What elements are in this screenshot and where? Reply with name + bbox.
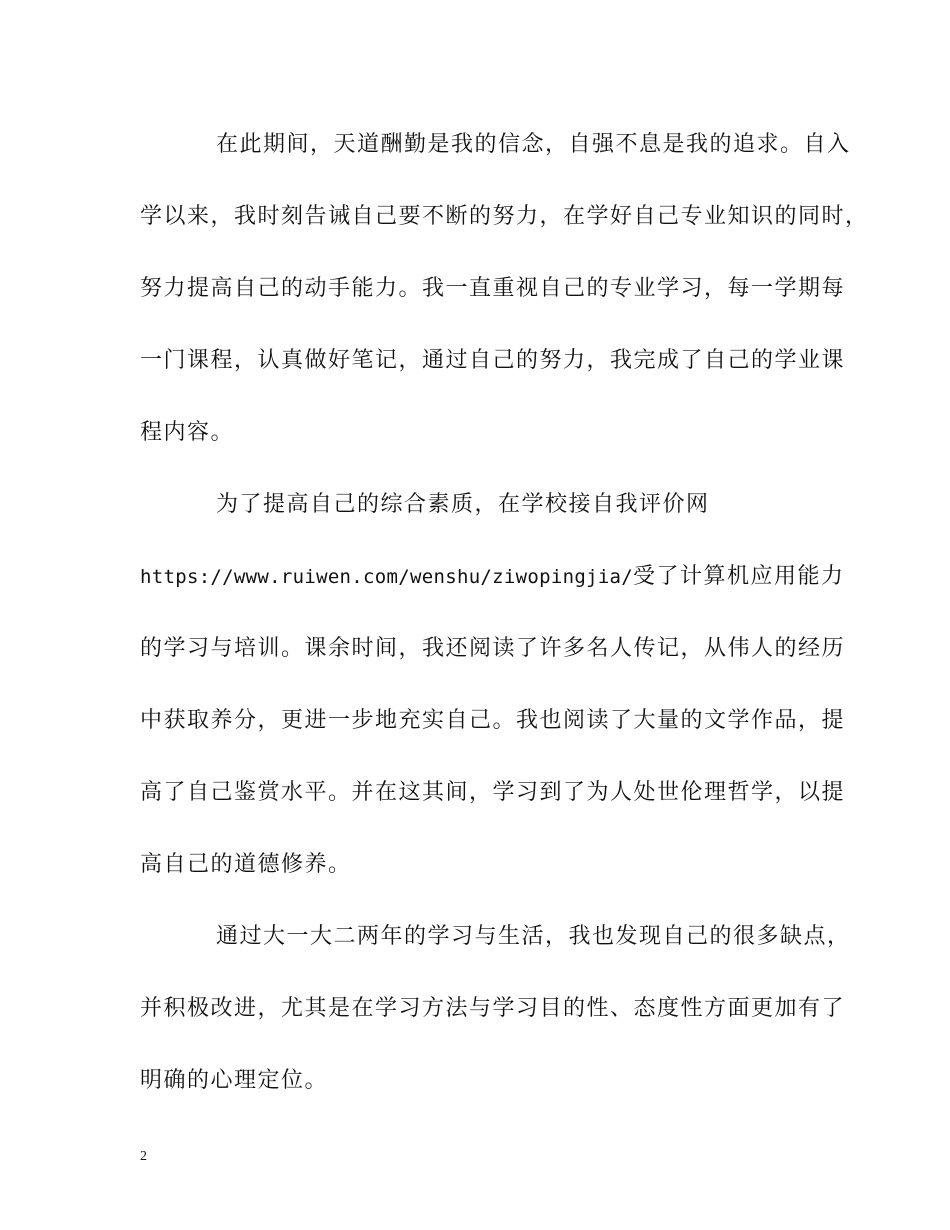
paragraph-2-line-4: 中获取养分，更进一步地充实自己。我也阅读了大量的文学作品，提 — [140, 708, 846, 733]
paragraph-1-line-4: 一门课程，认真做好笔记，通过自己的努力，我完成了自己的学业课 — [140, 348, 846, 373]
paragraph-3-line-3: 明确的心理定位。 — [140, 1068, 329, 1093]
paragraph-2-line-6: 高自己的道德修养。 — [140, 852, 352, 877]
paragraph-2-line-2-text: 受了计算机应用能力 — [633, 564, 845, 589]
paragraph-1-line-2: 学以来，我时刻告诫自己要不断的努力，在学好自己专业知识的同时， — [140, 204, 869, 229]
paragraph-2-line-5: 高了自己鉴赏水平。并在这其间，学习到了为人处世伦理哲学，以提 — [140, 780, 846, 805]
paragraph-1-line-1: 在此期间，天道酬勤是我的信念，自强不息是我的追求。自入 — [216, 132, 851, 157]
paragraph-2-line-3: 的学习与培训。课余时间，我还阅读了许多名人传记，从伟人的经历 — [140, 636, 846, 661]
paragraph-1-line-5: 程内容。 — [140, 420, 235, 445]
page-number: 2 — [140, 1149, 147, 1164]
source-url-link[interactable]: https://www.ruiwen.com/wenshu/ziwopingjia/ — [140, 566, 634, 588]
paragraph-2-line-2 — [140, 562, 845, 592]
paragraph-1-line-3: 努力提高自己的动手能力。我一直重视自己的专业学习，每一学期每 — [140, 276, 846, 301]
paragraph-2-line-1: 为了提高自己的综合素质，在学校接自我评价网 — [216, 492, 710, 517]
paragraph-3-line-2: 并积极改进，尤其是在学习方法与学习目的性、态度性方面更加有了 — [140, 996, 846, 1021]
paragraph-3-line-1: 通过大一大二两年的学习与生活，我也发现自己的很多缺点， — [216, 924, 851, 949]
